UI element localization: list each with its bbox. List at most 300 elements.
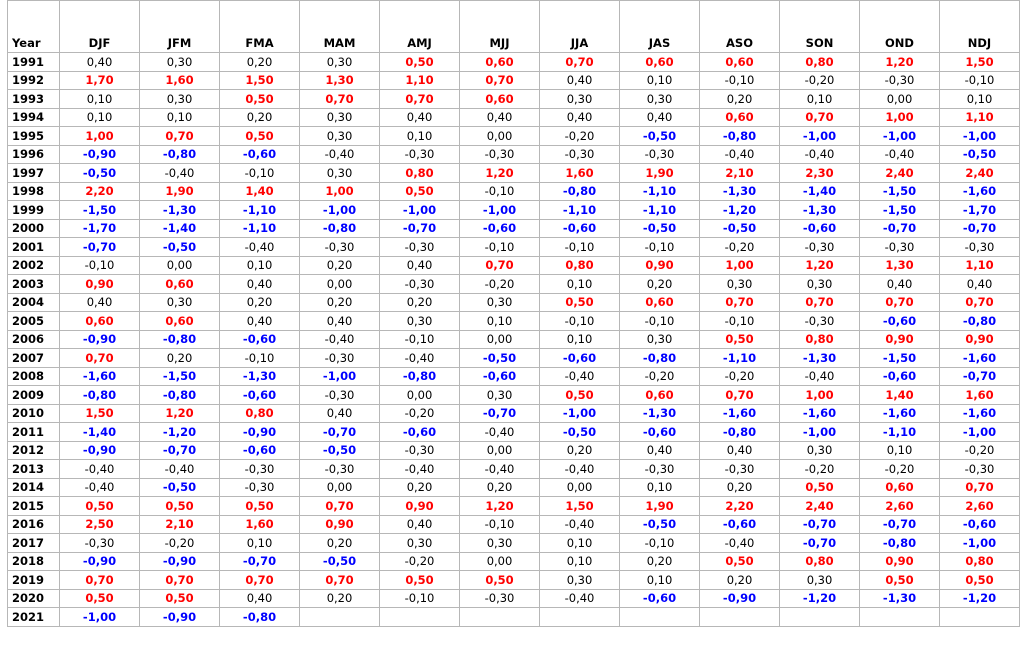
value-cell[interactable] (700, 608, 780, 627)
value-cell[interactable]: 1,60 (220, 515, 300, 534)
value-cell[interactable]: -0,80 (140, 145, 220, 164)
year-cell[interactable]: 1995 (8, 127, 60, 146)
value-cell[interactable]: 0,60 (620, 386, 700, 405)
value-cell[interactable]: 0,20 (220, 293, 300, 312)
value-cell[interactable]: -1,10 (220, 219, 300, 238)
column-header-ndj[interactable]: NDJ (940, 1, 1020, 53)
value-cell[interactable] (780, 608, 860, 627)
year-cell[interactable]: 2004 (8, 293, 60, 312)
value-cell[interactable]: -0,10 (700, 312, 780, 331)
value-cell[interactable]: 0,80 (780, 53, 860, 72)
value-cell[interactable]: 0,90 (300, 515, 380, 534)
value-cell[interactable]: -0,10 (380, 589, 460, 608)
value-cell[interactable]: -0,20 (380, 404, 460, 423)
value-cell[interactable]: -1,00 (860, 127, 940, 146)
value-cell[interactable]: 0,20 (700, 571, 780, 590)
value-cell[interactable]: -1,50 (60, 201, 140, 220)
value-cell[interactable]: -0,50 (300, 552, 380, 571)
value-cell[interactable]: 0,20 (700, 478, 780, 497)
value-cell[interactable]: -0,30 (380, 275, 460, 294)
value-cell[interactable]: 0,10 (540, 552, 620, 571)
value-cell[interactable]: 0,60 (460, 90, 540, 109)
value-cell[interactable]: -0,60 (620, 423, 700, 442)
value-cell[interactable]: 1,40 (220, 182, 300, 201)
value-cell[interactable]: -1,00 (300, 367, 380, 386)
value-cell[interactable]: 0,70 (940, 293, 1020, 312)
value-cell[interactable]: -0,80 (140, 330, 220, 349)
value-cell[interactable]: 1,00 (700, 256, 780, 275)
value-cell[interactable]: 2,60 (940, 497, 1020, 516)
year-cell[interactable]: 2015 (8, 497, 60, 516)
value-cell[interactable]: 0,10 (220, 534, 300, 553)
value-cell[interactable]: 0,00 (540, 478, 620, 497)
value-cell[interactable]: 1,90 (140, 182, 220, 201)
value-cell[interactable]: -1,40 (60, 423, 140, 442)
column-header-jfm[interactable]: JFM (140, 1, 220, 53)
year-cell[interactable]: 2021 (8, 608, 60, 627)
value-cell[interactable]: -0,60 (540, 219, 620, 238)
value-cell[interactable]: 1,50 (940, 53, 1020, 72)
value-cell[interactable]: 0,70 (60, 571, 140, 590)
value-cell[interactable]: 0,30 (460, 534, 540, 553)
value-cell[interactable]: -0,70 (860, 515, 940, 534)
value-cell[interactable]: 0,50 (60, 497, 140, 516)
value-cell[interactable]: 0,70 (300, 90, 380, 109)
value-cell[interactable]: -0,70 (780, 534, 860, 553)
value-cell[interactable]: -1,50 (860, 349, 940, 368)
value-cell[interactable]: -0,10 (620, 238, 700, 257)
value-cell[interactable]: 0,30 (380, 534, 460, 553)
value-cell[interactable]: 0,00 (860, 90, 940, 109)
year-cell[interactable]: 2016 (8, 515, 60, 534)
value-cell[interactable]: 1,40 (860, 386, 940, 405)
value-cell[interactable]: -1,00 (380, 201, 460, 220)
year-cell[interactable]: 2011 (8, 423, 60, 442)
value-cell[interactable]: -0,60 (460, 219, 540, 238)
value-cell[interactable]: 1,70 (60, 71, 140, 90)
value-cell[interactable]: -0,40 (380, 349, 460, 368)
value-cell[interactable]: -0,70 (60, 238, 140, 257)
value-cell[interactable]: 1,50 (60, 404, 140, 423)
value-cell[interactable]: -0,40 (60, 460, 140, 479)
value-cell[interactable]: 0,00 (380, 386, 460, 405)
year-cell[interactable]: 1991 (8, 53, 60, 72)
value-cell[interactable]: 2,60 (860, 497, 940, 516)
value-cell[interactable]: 0,10 (620, 478, 700, 497)
value-cell[interactable]: -0,90 (140, 608, 220, 627)
value-cell[interactable]: -0,30 (940, 238, 1020, 257)
value-cell[interactable]: 0,30 (140, 53, 220, 72)
value-cell[interactable]: 0,10 (60, 108, 140, 127)
value-cell[interactable]: 0,50 (460, 571, 540, 590)
value-cell[interactable]: 0,20 (300, 293, 380, 312)
value-cell[interactable]: -0,30 (380, 441, 460, 460)
column-header-mam[interactable]: MAM (300, 1, 380, 53)
column-header-jas[interactable]: JAS (620, 1, 700, 53)
value-cell[interactable]: -1,10 (220, 201, 300, 220)
value-cell[interactable]: -1,00 (780, 423, 860, 442)
value-cell[interactable]: -0,30 (860, 71, 940, 90)
value-cell[interactable]: 0,30 (540, 90, 620, 109)
value-cell[interactable]: -0,60 (860, 312, 940, 331)
value-cell[interactable]: 0,40 (60, 53, 140, 72)
year-cell[interactable]: 2001 (8, 238, 60, 257)
value-cell[interactable]: -0,30 (60, 534, 140, 553)
value-cell[interactable]: -0,40 (540, 460, 620, 479)
value-cell[interactable]: 1,60 (540, 164, 620, 183)
value-cell[interactable]: -0,20 (940, 441, 1020, 460)
value-cell[interactable]: 0,70 (700, 293, 780, 312)
value-cell[interactable]: -0,30 (460, 589, 540, 608)
value-cell[interactable]: 0,90 (860, 552, 940, 571)
value-cell[interactable]: 0,20 (300, 256, 380, 275)
value-cell[interactable]: -1,60 (940, 182, 1020, 201)
value-cell[interactable]: 0,00 (460, 127, 540, 146)
value-cell[interactable]: -1,20 (780, 589, 860, 608)
value-cell[interactable]: 0,50 (380, 182, 460, 201)
value-cell[interactable]: -0,80 (220, 608, 300, 627)
value-cell[interactable]: 0,40 (540, 71, 620, 90)
value-cell[interactable]: 0,70 (140, 127, 220, 146)
value-cell[interactable]: 0,40 (380, 256, 460, 275)
value-cell[interactable] (380, 608, 460, 627)
value-cell[interactable]: 0,40 (220, 589, 300, 608)
value-cell[interactable]: -0,90 (60, 145, 140, 164)
value-cell[interactable]: -0,40 (860, 145, 940, 164)
value-cell[interactable]: 0,60 (860, 478, 940, 497)
column-header-mjj[interactable]: MJJ (460, 1, 540, 53)
value-cell[interactable]: 1,90 (620, 164, 700, 183)
value-cell[interactable]: 0,30 (620, 90, 700, 109)
value-cell[interactable]: -0,30 (780, 312, 860, 331)
value-cell[interactable]: 0,30 (700, 275, 780, 294)
value-cell[interactable]: 0,40 (300, 312, 380, 331)
value-cell[interactable]: 1,20 (460, 164, 540, 183)
value-cell[interactable]: -0,90 (60, 552, 140, 571)
value-cell[interactable]: -1,60 (940, 404, 1020, 423)
value-cell[interactable]: -0,40 (140, 164, 220, 183)
value-cell[interactable]: -1,10 (620, 182, 700, 201)
value-cell[interactable]: 0,20 (460, 478, 540, 497)
value-cell[interactable]: 0,70 (220, 571, 300, 590)
year-cell[interactable]: 2009 (8, 386, 60, 405)
year-cell[interactable]: 2000 (8, 219, 60, 238)
value-cell[interactable]: 0,10 (220, 256, 300, 275)
value-cell[interactable]: -0,10 (220, 349, 300, 368)
column-header-year[interactable]: Year (8, 1, 60, 53)
column-header-aso[interactable]: ASO (700, 1, 780, 53)
value-cell[interactable]: 0,50 (220, 497, 300, 516)
value-cell[interactable]: 0,30 (300, 164, 380, 183)
value-cell[interactable]: -1,20 (700, 201, 780, 220)
value-cell[interactable]: 0,20 (220, 53, 300, 72)
value-cell[interactable]: 2,50 (60, 515, 140, 534)
value-cell[interactable]: 0,40 (300, 404, 380, 423)
value-cell[interactable]: 0,40 (620, 441, 700, 460)
value-cell[interactable]: -0,90 (60, 330, 140, 349)
value-cell[interactable]: 0,70 (140, 571, 220, 590)
value-cell[interactable]: 1,20 (140, 404, 220, 423)
value-cell[interactable]: -0,70 (860, 219, 940, 238)
value-cell[interactable]: -1,70 (940, 201, 1020, 220)
value-cell[interactable]: 0,10 (540, 330, 620, 349)
value-cell[interactable]: -0,40 (780, 145, 860, 164)
year-cell[interactable]: 2013 (8, 460, 60, 479)
column-header-djf[interactable]: DJF (60, 1, 140, 53)
value-cell[interactable]: -1,60 (940, 349, 1020, 368)
value-cell[interactable]: 0,60 (700, 53, 780, 72)
value-cell[interactable]: 0,90 (620, 256, 700, 275)
value-cell[interactable]: 0,30 (460, 386, 540, 405)
value-cell[interactable]: -0,40 (540, 589, 620, 608)
value-cell[interactable]: 1,10 (380, 71, 460, 90)
value-cell[interactable]: 1,00 (60, 127, 140, 146)
value-cell[interactable]: -0,10 (460, 238, 540, 257)
value-cell[interactable]: 1,30 (860, 256, 940, 275)
value-cell[interactable]: 0,70 (300, 497, 380, 516)
value-cell[interactable]: 0,70 (540, 53, 620, 72)
value-cell[interactable]: -0,70 (940, 367, 1020, 386)
value-cell[interactable]: 0,80 (220, 404, 300, 423)
value-cell[interactable]: 0,50 (380, 571, 460, 590)
value-cell[interactable]: 0,30 (780, 441, 860, 460)
value-cell[interactable]: -0,60 (220, 330, 300, 349)
value-cell[interactable]: 0,70 (460, 256, 540, 275)
value-cell[interactable]: 0,30 (300, 108, 380, 127)
value-cell[interactable]: 0,40 (460, 108, 540, 127)
value-cell[interactable]: 0,80 (780, 552, 860, 571)
year-cell[interactable]: 2020 (8, 589, 60, 608)
value-cell[interactable]: 1,20 (780, 256, 860, 275)
value-cell[interactable]: 1,00 (860, 108, 940, 127)
value-cell[interactable] (620, 608, 700, 627)
value-cell[interactable]: -0,10 (60, 256, 140, 275)
value-cell[interactable] (860, 608, 940, 627)
year-cell[interactable]: 1999 (8, 201, 60, 220)
value-cell[interactable]: -0,50 (460, 349, 540, 368)
value-cell[interactable]: -0,30 (380, 145, 460, 164)
year-cell[interactable]: 2018 (8, 552, 60, 571)
value-cell[interactable]: 0,50 (860, 571, 940, 590)
value-cell[interactable]: -1,20 (940, 589, 1020, 608)
value-cell[interactable]: -0,60 (220, 386, 300, 405)
value-cell[interactable]: 0,60 (620, 53, 700, 72)
value-cell[interactable]: 0,00 (140, 256, 220, 275)
value-cell[interactable]: -0,90 (700, 589, 780, 608)
value-cell[interactable]: 0,00 (460, 330, 540, 349)
value-cell[interactable]: -1,00 (780, 127, 860, 146)
value-cell[interactable]: -1,30 (780, 349, 860, 368)
value-cell[interactable]: -1,00 (940, 127, 1020, 146)
column-header-amj[interactable]: AMJ (380, 1, 460, 53)
value-cell[interactable]: -0,30 (300, 460, 380, 479)
value-cell[interactable]: 0,00 (460, 441, 540, 460)
value-cell[interactable] (940, 608, 1020, 627)
value-cell[interactable]: 0,00 (300, 275, 380, 294)
value-cell[interactable]: -1,00 (300, 201, 380, 220)
value-cell[interactable]: 0,90 (380, 497, 460, 516)
year-cell[interactable]: 1996 (8, 145, 60, 164)
value-cell[interactable]: -0,80 (140, 386, 220, 405)
value-cell[interactable]: -1,00 (60, 608, 140, 627)
value-cell[interactable]: 1,50 (540, 497, 620, 516)
value-cell[interactable]: -0,40 (540, 515, 620, 534)
value-cell[interactable]: -0,40 (60, 478, 140, 497)
value-cell[interactable]: 0,90 (940, 330, 1020, 349)
value-cell[interactable]: 1,20 (460, 497, 540, 516)
value-cell[interactable]: -0,40 (220, 238, 300, 257)
value-cell[interactable]: 0,10 (620, 571, 700, 590)
value-cell[interactable]: 1,60 (940, 386, 1020, 405)
value-cell[interactable]: -0,40 (540, 367, 620, 386)
value-cell[interactable]: -0,80 (60, 386, 140, 405)
year-cell[interactable]: 2019 (8, 571, 60, 590)
value-cell[interactable]: 0,20 (380, 293, 460, 312)
value-cell[interactable]: 0,00 (300, 478, 380, 497)
value-cell[interactable]: 0,10 (540, 534, 620, 553)
value-cell[interactable]: 0,70 (860, 293, 940, 312)
value-cell[interactable]: 0,10 (860, 441, 940, 460)
year-cell[interactable]: 1997 (8, 164, 60, 183)
value-cell[interactable]: 2,20 (700, 497, 780, 516)
value-cell[interactable]: 0,70 (460, 71, 540, 90)
year-cell[interactable]: 2006 (8, 330, 60, 349)
value-cell[interactable]: -0,30 (220, 478, 300, 497)
value-cell[interactable]: -1,30 (780, 201, 860, 220)
year-cell[interactable]: 2007 (8, 349, 60, 368)
value-cell[interactable]: 0,30 (140, 90, 220, 109)
value-cell[interactable]: -0,30 (860, 238, 940, 257)
value-cell[interactable]: 1,00 (300, 182, 380, 201)
value-cell[interactable]: 0,80 (380, 164, 460, 183)
value-cell[interactable]: -0,80 (700, 127, 780, 146)
value-cell[interactable]: -0,10 (380, 330, 460, 349)
value-cell[interactable]: -0,90 (60, 441, 140, 460)
value-cell[interactable]: 0,20 (220, 108, 300, 127)
value-cell[interactable]: -0,10 (460, 515, 540, 534)
year-cell[interactable]: 2008 (8, 367, 60, 386)
column-header-fma[interactable]: FMA (220, 1, 300, 53)
value-cell[interactable]: -1,00 (940, 423, 1020, 442)
value-cell[interactable]: 0,30 (380, 312, 460, 331)
value-cell[interactable]: -0,40 (700, 534, 780, 553)
value-cell[interactable]: 0,30 (300, 53, 380, 72)
value-cell[interactable]: 0,30 (140, 293, 220, 312)
value-cell[interactable]: -0,40 (460, 460, 540, 479)
value-cell[interactable]: 0,10 (540, 275, 620, 294)
value-cell[interactable]: -1,00 (940, 534, 1020, 553)
value-cell[interactable]: 1,20 (860, 53, 940, 72)
value-cell[interactable]: -0,10 (540, 312, 620, 331)
value-cell[interactable]: 0,30 (780, 571, 860, 590)
value-cell[interactable]: 0,70 (300, 571, 380, 590)
value-cell[interactable]: -0,60 (460, 367, 540, 386)
value-cell[interactable]: 0,10 (460, 312, 540, 331)
value-cell[interactable]: -0,20 (620, 367, 700, 386)
value-cell[interactable]: -0,70 (220, 552, 300, 571)
value-cell[interactable]: 0,10 (620, 71, 700, 90)
value-cell[interactable]: -0,30 (700, 460, 780, 479)
value-cell[interactable]: -0,40 (380, 460, 460, 479)
value-cell[interactable]: -0,30 (540, 145, 620, 164)
value-cell[interactable]: -1,10 (540, 201, 620, 220)
value-cell[interactable]: 0,30 (620, 330, 700, 349)
value-cell[interactable]: 0,10 (140, 108, 220, 127)
value-cell[interactable]: -1,70 (60, 219, 140, 238)
value-cell[interactable]: -0,10 (620, 312, 700, 331)
value-cell[interactable]: 0,70 (940, 478, 1020, 497)
value-cell[interactable]: 2,30 (780, 164, 860, 183)
year-cell[interactable]: 2017 (8, 534, 60, 553)
value-cell[interactable]: -0,20 (140, 534, 220, 553)
value-cell[interactable]: -0,40 (300, 145, 380, 164)
value-cell[interactable]: 1,10 (940, 256, 1020, 275)
value-cell[interactable]: -0,10 (620, 534, 700, 553)
value-cell[interactable]: -0,30 (460, 145, 540, 164)
value-cell[interactable]: 0,20 (700, 90, 780, 109)
value-cell[interactable]: -0,60 (940, 515, 1020, 534)
value-cell[interactable]: 1,50 (220, 71, 300, 90)
value-cell[interactable]: 0,30 (300, 127, 380, 146)
year-cell[interactable]: 2010 (8, 404, 60, 423)
value-cell[interactable]: -0,60 (700, 515, 780, 534)
value-cell[interactable]: -0,80 (860, 534, 940, 553)
value-cell[interactable]: -0,20 (460, 275, 540, 294)
value-cell[interactable]: -0,70 (460, 404, 540, 423)
value-cell[interactable]: -1,00 (540, 404, 620, 423)
value-cell[interactable]: 2,40 (780, 497, 860, 516)
value-cell[interactable]: -0,60 (860, 367, 940, 386)
value-cell[interactable]: 2,20 (60, 182, 140, 201)
value-cell[interactable]: 0,50 (940, 571, 1020, 590)
value-cell[interactable]: 1,30 (300, 71, 380, 90)
value-cell[interactable]: -1,10 (700, 349, 780, 368)
value-cell[interactable]: 0,50 (220, 90, 300, 109)
year-cell[interactable]: 2005 (8, 312, 60, 331)
value-cell[interactable]: -0,80 (540, 182, 620, 201)
value-cell[interactable]: -0,20 (700, 238, 780, 257)
value-cell[interactable]: -1,30 (860, 589, 940, 608)
value-cell[interactable]: -0,30 (940, 460, 1020, 479)
value-cell[interactable]: 0,40 (940, 275, 1020, 294)
value-cell[interactable]: 0,40 (700, 441, 780, 460)
value-cell[interactable]: 0,50 (540, 386, 620, 405)
value-cell[interactable]: 0,70 (780, 293, 860, 312)
value-cell[interactable]: 0,80 (780, 330, 860, 349)
value-cell[interactable]: 0,20 (300, 534, 380, 553)
value-cell[interactable]: -1,00 (460, 201, 540, 220)
value-cell[interactable]: -0,10 (940, 71, 1020, 90)
value-cell[interactable]: -1,30 (140, 201, 220, 220)
value-cell[interactable]: -0,10 (220, 164, 300, 183)
value-cell[interactable]: 2,40 (940, 164, 1020, 183)
value-cell[interactable]: -0,20 (780, 71, 860, 90)
year-cell[interactable]: 1993 (8, 90, 60, 109)
value-cell[interactable]: 0,10 (380, 127, 460, 146)
value-cell[interactable]: 1,10 (940, 108, 1020, 127)
value-cell[interactable]: -0,50 (620, 219, 700, 238)
value-cell[interactable]: -1,30 (620, 404, 700, 423)
value-cell[interactable]: -1,40 (140, 219, 220, 238)
value-cell[interactable]: -0,20 (860, 460, 940, 479)
value-cell[interactable]: 1,90 (620, 497, 700, 516)
value-cell[interactable]: 0,50 (220, 127, 300, 146)
value-cell[interactable]: -0,20 (380, 552, 460, 571)
value-cell[interactable]: -0,30 (300, 349, 380, 368)
value-cell[interactable]: 0,10 (60, 90, 140, 109)
value-cell[interactable]: -0,50 (140, 238, 220, 257)
value-cell[interactable]: 0,80 (940, 552, 1020, 571)
